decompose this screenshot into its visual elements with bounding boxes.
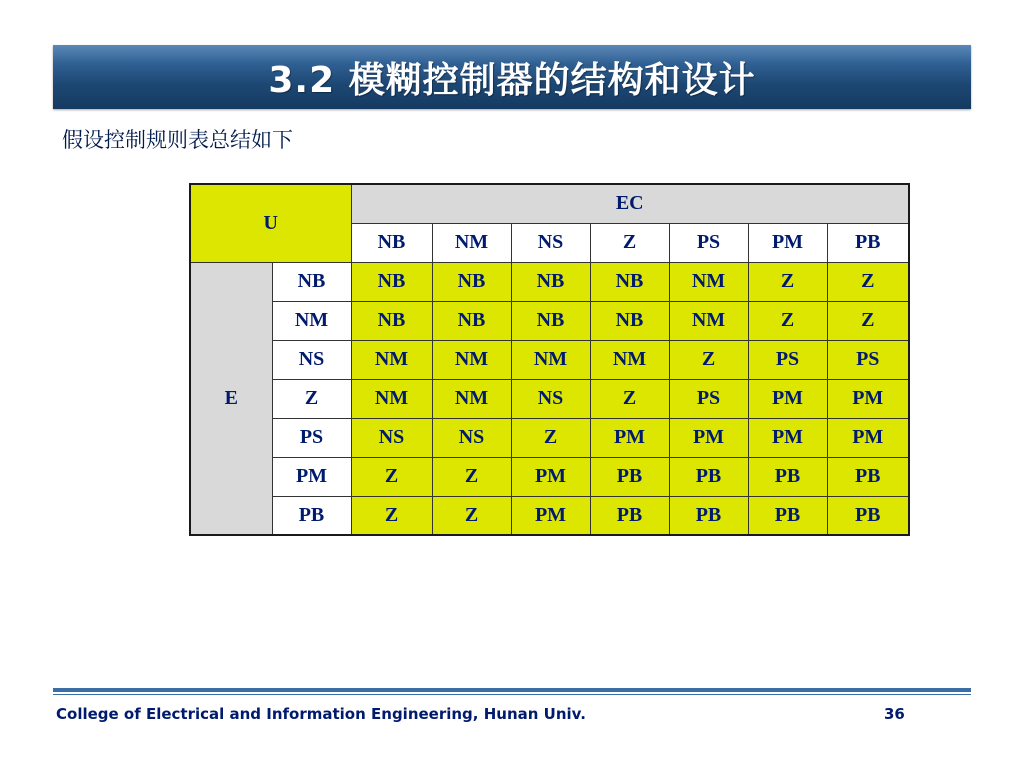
column-header: NB [351,223,432,262]
rule-cell: NB [590,301,669,340]
table-row [190,340,909,379]
column-header: PM [748,223,827,262]
column-header: NS [511,223,590,262]
rule-cell: NB [432,301,511,340]
rule-cell: PM [511,457,590,496]
table-row [190,418,909,457]
rule-cell: Z [351,496,432,535]
footer-divider-thick [53,688,971,692]
rule-cell: Z [827,262,909,301]
rule-cell: PB [827,457,909,496]
row-header: PM [272,457,351,496]
rule-cell: NS [351,418,432,457]
rule-cell: PM [748,418,827,457]
rule-cell: Z [669,340,748,379]
footer-institution: College of Electrical and Information Engineering, Hunan Univ. [56,705,586,723]
table-row [190,496,909,535]
column-header: Z [590,223,669,262]
rule-cell: Z [432,457,511,496]
row-header: NM [272,301,351,340]
rule-cell: Z [590,379,669,418]
rule-cell: NB [351,301,432,340]
rule-cell: NM [351,379,432,418]
rule-cell: NS [511,379,590,418]
table-row [190,262,909,301]
row-header: NS [272,340,351,379]
rule-cell: PB [669,457,748,496]
rule-cell: PB [590,496,669,535]
slide-subtitle: 假设控制规则表总结如下 [62,128,293,152]
table-row [190,457,909,496]
fuzzy-rule-table [189,183,910,536]
rule-cell: PB [669,496,748,535]
rule-cell: PS [827,340,909,379]
rule-cell: PM [590,418,669,457]
rule-cell: NM [590,340,669,379]
rule-cell: NM [669,301,748,340]
rule-cell: PB [590,457,669,496]
rule-cell: PM [669,418,748,457]
rule-cell: NB [511,301,590,340]
rule-cell: Z [827,301,909,340]
rule-cell: Z [432,496,511,535]
rule-cell: Z [351,457,432,496]
rule-cell: PB [748,496,827,535]
rule-cell: PM [827,379,909,418]
row-header: Z [272,379,351,418]
rule-cell: NB [590,262,669,301]
footer-divider-thin [53,694,971,695]
rule-cell: PS [669,379,748,418]
rule-cell: NB [351,262,432,301]
rule-cell: Z [748,301,827,340]
table-row [190,379,909,418]
rule-cell: NB [511,262,590,301]
corner-label-u: U [190,184,351,262]
rule-cell: NM [351,340,432,379]
rule-cell: NM [511,340,590,379]
rule-cell: NB [432,262,511,301]
page-number: 36 [884,705,905,723]
column-header: PS [669,223,748,262]
row-group-label-e: E [190,262,272,535]
column-header: NM [432,223,511,262]
rule-cell: NM [669,262,748,301]
slide-title: 3.2 模糊控制器的结构和设计 [268,59,756,101]
rule-cell: PM [511,496,590,535]
rule-cell: PB [748,457,827,496]
title-bar [53,45,971,109]
rule-cell: NM [432,379,511,418]
row-header: NB [272,262,351,301]
column-header: PB [827,223,909,262]
rule-cell: NS [432,418,511,457]
table-row [190,301,909,340]
column-group-label-ec: EC [351,184,909,223]
row-header: PB [272,496,351,535]
row-header: PS [272,418,351,457]
rule-cell: PS [748,340,827,379]
rule-cell: Z [511,418,590,457]
rule-cell: NM [432,340,511,379]
rule-cell: PB [827,496,909,535]
rule-cell: PM [748,379,827,418]
rule-cell: PM [827,418,909,457]
rule-cell: Z [748,262,827,301]
